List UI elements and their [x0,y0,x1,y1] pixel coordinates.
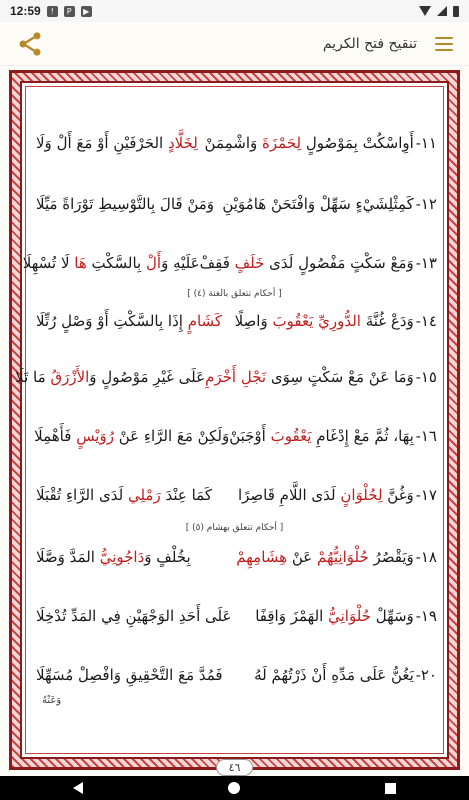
verse-text: عَلَى غَيْرِ مَوْصُولٍ وَ [89,368,206,386]
first-hemistich [200,254,414,272]
menu-icon[interactable] [435,37,453,51]
play-icon: ▶ [81,6,92,17]
verse-text: لَدَى اللَّامِ قَاصِرًا [237,486,341,504]
second-hemistich [32,486,216,504]
app-bar [0,22,469,66]
share-icon[interactable] [16,30,44,58]
page-content[interactable] [15,81,449,759]
verse-line [32,655,437,695]
verse-line [32,475,437,515]
verse-number: ١٨- [415,548,437,566]
highlighted-word: كَشَامٍ [187,312,223,330]
verse-text: كَمَا عِنْدَ [160,486,212,504]
verse-text: وَمَنْ قَالَ بِالتَّوْسِيطِ تَوْرَاةً مَيِّلَا [36,195,215,213]
verse-text: وَسَهِّلْ [370,607,414,625]
verse-text: أَوِاسْكُتْ بِمَوْصُولٍ [301,134,414,152]
highlighted-word: الأَزْرَقُ [50,368,90,386]
verse-text: فَقِفْ [199,254,235,272]
verse-text: الحَرْفَيْنِ أَوْ مَعَ أَلْ وَلَا [36,134,168,152]
first-hemistich [234,486,414,504]
highlighted-word: نَجْلِ أَخْرَمِ [205,368,267,386]
second-hemistich [32,548,216,566]
first-hemistich [249,607,413,625]
second-hemistich [32,312,222,330]
second-hemistich [32,195,214,213]
verse-text: وَلَكِنْ مَعَ الرَّاءِ عَنْ [113,427,230,445]
highlighted-word: حُلْوَانِيُّهُمْ [316,548,369,566]
signal-icon [437,6,447,16]
note-hisham: [ أحكام تتعلق بهشام (٥) ] [185,523,284,533]
page-frame [9,70,460,774]
highlighted-word: رُوَيْسٍ [76,427,114,445]
first-hemistich [205,134,414,152]
nav-bar [0,776,469,800]
second-hemistich [19,254,200,272]
verse-text: مَا تَلَا [15,368,51,386]
verse-text: المَدَّ وَصَّلَا [35,548,100,566]
footer-continuation: وَعَنْهُ [42,695,62,706]
note-ghunna: [ أحكام تتعلق بالغنة (٤) ] [187,289,282,299]
verse-text: كَمِثْلِشَيْءٍ سَهِّلْ وَافْتَحَنْ هَامُوَيْنِ [222,195,414,213]
verse-number: ١٧- [415,486,437,504]
verse-line [32,416,437,456]
app-title: تنقيح فتح الكريم [322,35,417,52]
wifi-icon [419,6,431,16]
verse-line [32,301,437,341]
second-hemistich [32,134,198,152]
highlighted-word: يَعْقُوبَ [272,312,319,330]
battery-icon [453,6,459,17]
status-bar [0,0,469,22]
highlighted-word: لِحَمْزَةَ [262,134,302,152]
verse-number: ٢٠- [415,666,437,684]
verse-text: يَغُنُّ عَلَى مَدِّهِ أَنْ ذَرْتُهُمْ لَهُ [254,666,414,684]
highlighted-word: أَلْ [146,254,162,272]
verse-line [15,357,437,397]
second-hemistich [30,427,229,445]
verse-text: بِهَا، ثُمَّ مَعْ إِدْغَامِ [311,427,414,445]
verse-text: وَاصِلًا [234,312,273,330]
recent-apps-icon[interactable] [385,783,396,794]
first-hemistich [235,312,414,330]
notification-icon: ! [47,6,58,17]
second-hemistich [32,666,223,684]
verse-text: وَيَقْصُرُ [368,548,414,566]
verse-text: وَاشْمِمَنْ [204,134,263,152]
verse-text: فَأَهْمِلَا [34,427,77,445]
verse-text: وَمَعْ سَكْتٍ مَفْصُولٍ لَدَى [264,254,414,272]
verse-text: وَمَا عَنْ مَعْ سَكْتٍ سِوَى [266,368,414,386]
page-number: ٤٦ [216,759,254,776]
app-notification-icon: P [64,6,75,17]
highlighted-word: دَاجُونِيُّ [99,548,145,566]
highlighted-word: رَمْلِي [127,486,161,504]
verse-text: عَلَى أَحَدِ الوَجْهَيْنِ فِي المَدِّ تُدْخِلَا [36,607,232,625]
verse-number: ١٤- [415,312,437,330]
status-time: 12:59 [10,4,41,18]
verse-number: ١٦- [415,427,437,445]
verse-number: ١٥- [415,368,437,386]
highlighted-word: خَلَفٍ [234,254,265,272]
verse-line [32,184,437,224]
first-hemistich [222,195,413,213]
verse-text: وَدَعْ غُنَّةَ [360,312,414,330]
first-hemistich [234,548,414,566]
verse-text: لَا تُسْهِلَا [22,254,75,272]
verse-text: لَدَى الرَّاءِ تُقْبَلَا [35,486,128,504]
first-hemistich [205,368,414,386]
verse-number: ١١- [415,134,437,152]
verse-line [22,243,437,283]
verse-text: وَغُنَّ [382,486,414,504]
highlighted-word: هِشَامِهِمْ [236,548,288,566]
verse-text: الهَمْزَ وَاقِفًا [255,607,329,625]
verse-line [32,537,437,577]
verse-text: أَوْجَبَنْ [229,427,271,445]
highlighted-word: هَا [74,254,87,272]
verse-number: ١٢- [415,195,437,213]
verse-text: إِذَا بِالسَّكْتِ أَوْ وَصْلٍ رُتِّلَا [36,312,188,330]
verse-text: فَمُدَّ مَعَ التَّحْقِيقِ وَافْصِلْ مُسَهِّلَا [36,666,223,684]
highlighted-word: حُلْوَانِيُّ [328,607,371,625]
verse-text: بِالسَّكْتِ [86,254,146,272]
status-left [10,4,92,18]
back-icon[interactable] [73,782,83,794]
verse-line [32,596,437,636]
highlighted-word: لِحُلْوَانٍ [340,486,383,504]
highlighted-word: لِخَلَّادٍ [167,134,198,152]
first-hemistich [241,666,414,684]
verse-number: ١٩- [415,607,437,625]
highlighted-word: الدُّورِيِّ [318,312,361,330]
status-right [419,6,459,17]
highlighted-word: يَعْقُوبَ [270,427,312,445]
title-wrap [323,36,453,52]
verse-number: ١٣- [415,254,437,272]
second-hemistich [32,607,231,625]
home-icon[interactable] [228,782,240,794]
verse-text: بِخُلْفٍ وَ [144,548,191,566]
second-hemistich [11,368,205,386]
verse-text: عَلَيْهِ وَ [161,254,200,272]
first-hemistich [229,427,414,445]
verse-line [32,123,437,163]
verse-text: عَنْ [287,548,317,566]
